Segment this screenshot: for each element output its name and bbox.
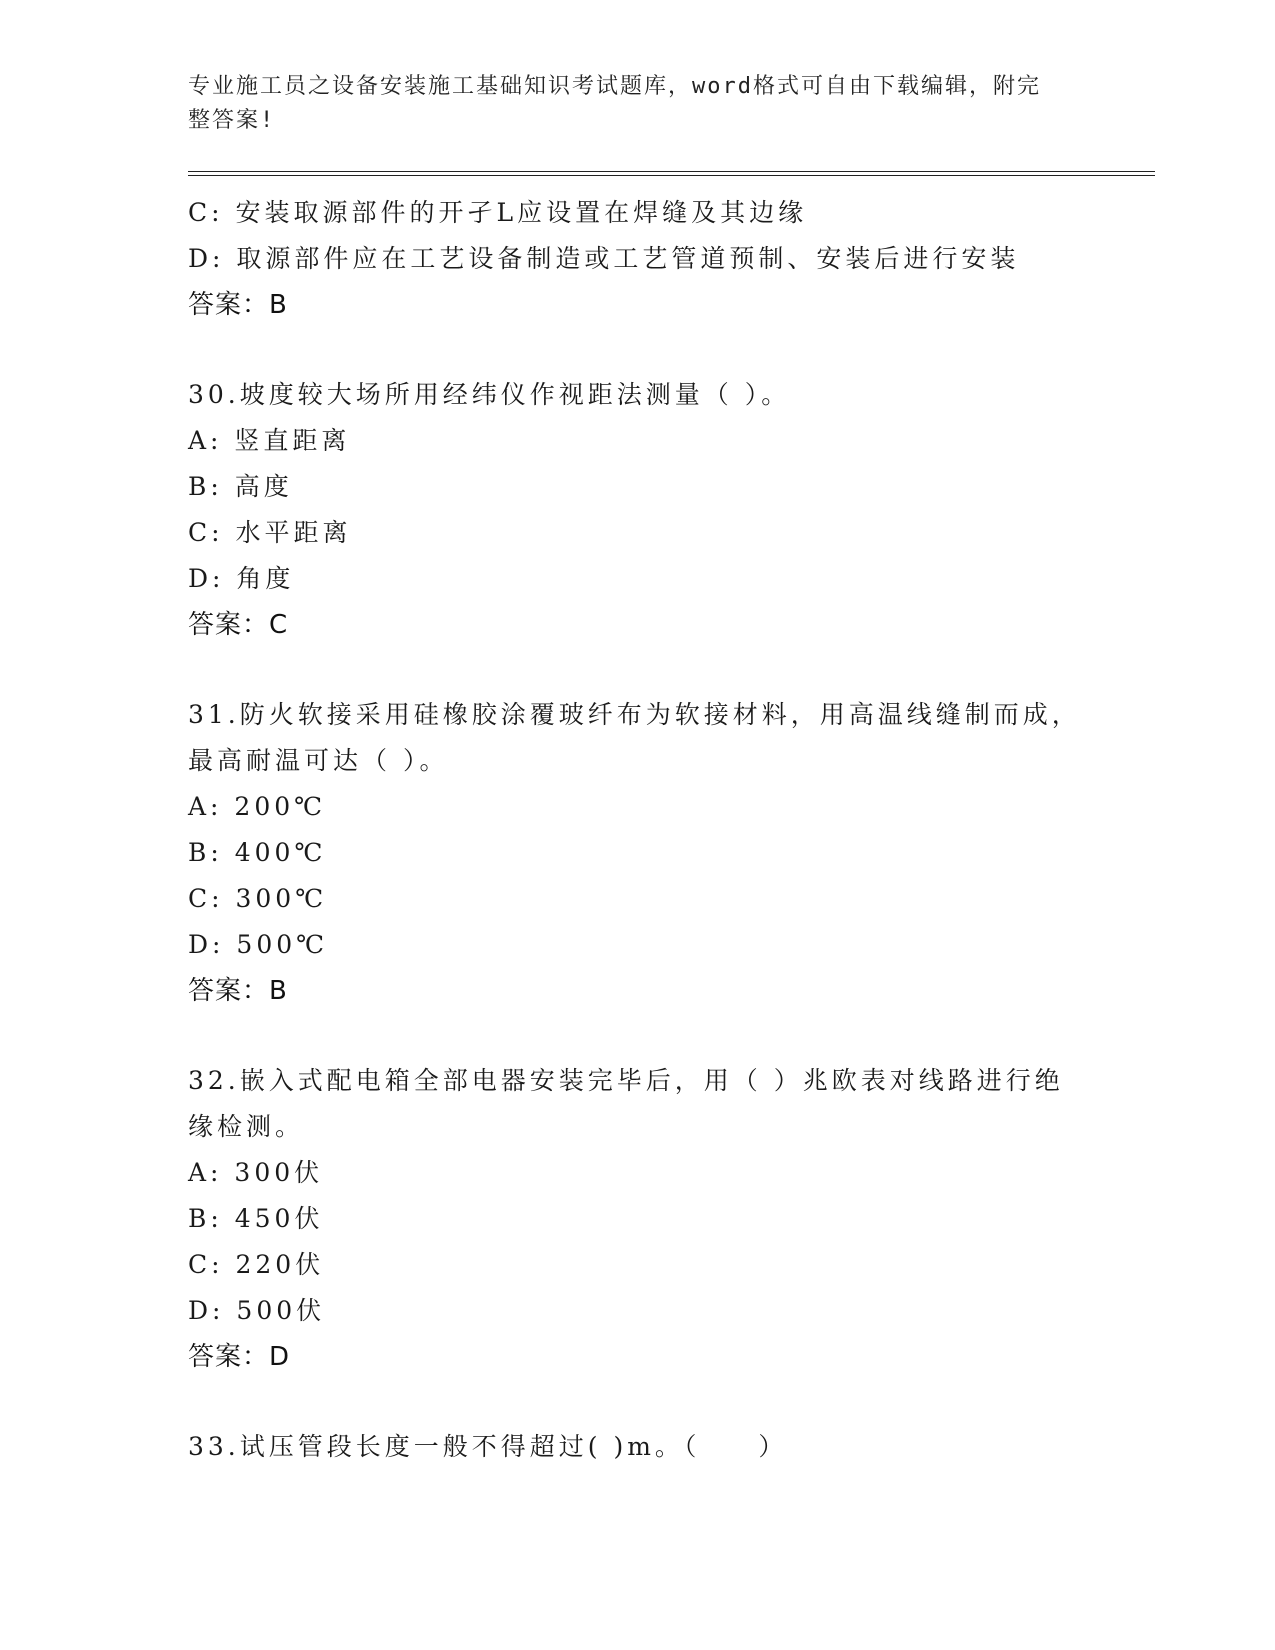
option-c: C: 300℃ <box>188 884 328 913</box>
option-a: A: 竖直距离 <box>188 426 351 455</box>
header-line-2: 整答案! <box>188 108 276 133</box>
option-d: D: 500℃ <box>188 930 329 959</box>
question-stem-line-1: 32.嵌入式配电箱全部电器安装完毕后，用（ ）兆欧表对线路进行绝 <box>188 1066 1064 1095</box>
option-d: D: 角度 <box>188 564 295 593</box>
question-stem: 33.试压管段长度一般不得超过( )m。（ ） <box>188 1432 788 1461</box>
question-stem: 30.坡度较大场所用经纬仪作视距法测量（ ）。 <box>188 380 791 409</box>
document-header <box>188 70 1068 138</box>
option-c: C: 水平距离 <box>188 518 352 547</box>
option-c: C: 安装取源部件的开孑L应设置在焊缝及其边缘 <box>188 198 808 227</box>
option-b: B: 450伏 <box>188 1204 324 1233</box>
question-list <box>188 190 1088 1470</box>
question-29-continued <box>188 190 1088 328</box>
header-divider-bottom <box>188 175 1155 176</box>
question-32 <box>188 1058 1088 1380</box>
option-d: D: 500伏 <box>188 1296 326 1325</box>
option-b: B: 高度 <box>188 472 293 501</box>
answer: 答案：B <box>188 976 288 1006</box>
question-31 <box>188 692 1088 1014</box>
question-stem-line-1: 31.防火软接采用硅橡胶涂覆玻纤布为软接材料，用高温线缝制而成， <box>188 700 1081 729</box>
question-30 <box>188 372 1088 648</box>
header-line-1: 专业施工员之设备安装施工基础知识考试题库，word格式可自由下载编辑，附完 <box>188 74 1041 99</box>
option-b: B: 400℃ <box>188 838 327 867</box>
question-33 <box>188 1424 1088 1470</box>
answer: 答案：C <box>188 610 289 640</box>
option-a: A: 200℃ <box>188 792 327 821</box>
question-stem-line-2: 最高耐温可达（ ）。 <box>188 746 449 775</box>
question-stem-line-2: 缘检测。 <box>188 1112 305 1141</box>
answer: 答案：B <box>188 290 288 320</box>
option-d: D: 取源部件应在工艺设备制造或工艺管道预制、安装后进行安装 <box>188 244 1020 273</box>
answer: 答案：D <box>188 1342 291 1372</box>
option-c: C: 220伏 <box>188 1250 325 1279</box>
header-divider-top <box>188 171 1155 172</box>
option-a: A: 300伏 <box>188 1158 324 1187</box>
